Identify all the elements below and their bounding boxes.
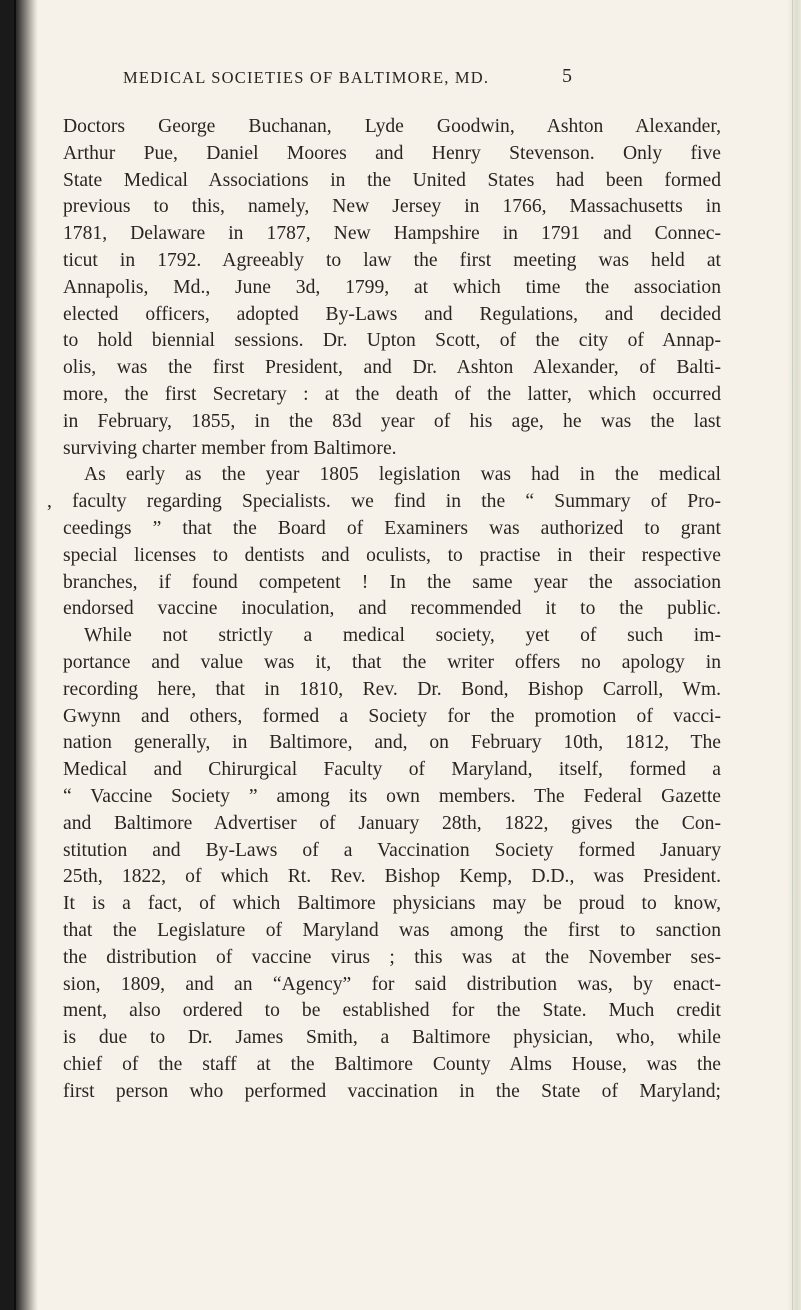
text-line: Doctors George Buchanan, Lyde Goodwin, Ashton Alexander,: [63, 116, 721, 137]
running-head: [0, 65, 801, 92]
text-line: Gwynn and others, formed a Society for the promotion of vacci-: [63, 705, 721, 727]
text-line: “ Vaccine Society ” among its own members. The Federal Gazette: [63, 785, 721, 807]
book-spine-shadow: [0, 0, 38, 1310]
text-line: stitution and By-Laws of a Vaccination Society formed January: [63, 839, 721, 861]
text-line: While not strictly a medical society, yet of such im-: [84, 625, 721, 647]
text-line: ticut in 1792. Agreeably to law the first meeting was held at: [63, 249, 721, 271]
text-line: 1781, Delaware in 1787, New Hampshire in 1791 and Connec-: [63, 223, 721, 245]
text-line: ment, also ordered to be established for the State. Much credit: [63, 1000, 721, 1022]
text-line: recording here, that in 1810, Rev. Dr. Bond, Bishop Carroll, Wm.: [63, 678, 721, 700]
text-line: first person who performed vaccination in the State of Maryland;: [63, 1080, 721, 1102]
text-line: surviving charter member from Baltimore.: [63, 437, 397, 459]
text-line: special licenses to dentists and oculists, to practise in their respective: [63, 544, 721, 566]
text-line: endorsed vaccine inoculation, and recommended it to the public.: [63, 598, 721, 620]
page-edge: [787, 0, 801, 1310]
running-head-title: MEDICAL SOCIETIES OF BALTIMORE, MD.: [123, 68, 490, 87]
text-line: State Medical Associations in the United States had been formed: [63, 169, 721, 191]
text-line: in February, 1855, in the 83d year of his age, he was the last: [63, 410, 721, 432]
body-text: [47, 114, 721, 1105]
text-line: It is a fact, of which Baltimore physicians may be proud to know,: [63, 893, 721, 915]
text-line: to hold biennial sessions. Dr. Upton Scott, of the city of Annap-: [63, 330, 721, 352]
page-number: 5: [562, 65, 572, 87]
text-line: Medical and Chirurgical Faculty of Maryland, itself, formed a: [63, 759, 721, 781]
gutter-line: [14, 0, 16, 1310]
text-line: portance and value was it, that the writer offers no apology in: [63, 651, 721, 673]
text-line: sion, 1809, and an “Agency” for said distribution was, by enact-: [63, 973, 721, 995]
text-line: is due to Dr. James Smith, a Baltimore physician, who, while: [63, 1027, 721, 1049]
text-line: Annapolis, Md., June 3d, 1799, at which time the association: [63, 276, 721, 298]
text-line: and Baltimore Advertiser of January 28th, 1822, gives the Con-: [63, 812, 721, 834]
text-line: , faculty regarding Specialists. we find in the “ Summary of Pro-: [47, 491, 721, 513]
text-line: nation generally, in Baltimore, and, on February 10th, 1812, The: [63, 732, 721, 754]
text-line: olis, was the first President, and Dr. Ashton Alexander, of Balti-: [63, 357, 721, 379]
text-line: branches, if found competent ! In the same year the association: [63, 571, 721, 593]
text-line: the distribution of vaccine virus ; this was at the November ses-: [63, 946, 721, 968]
text-line: elected officers, adopted By-Laws and Regulations, and decided: [63, 303, 721, 325]
text-line: more, the first Secretary : at the death of the latter, which occurred: [63, 383, 721, 405]
text-line: ceedings ” that the Board of Examiners was authorized to grant: [63, 517, 721, 539]
text-line: 25th, 1822, of which Rt. Rev. Bishop Kemp, D.D., was President.: [63, 866, 721, 888]
text-line: previous to this, namely, New Jersey in 1766, Massachusetts in: [63, 196, 721, 218]
text-line: that the Legislature of Maryland was among the first to sanction: [63, 919, 721, 941]
text-line: As early as the year 1805 legislation was had in the medical: [84, 464, 721, 486]
text-line: Arthur Pue, Daniel Moores and Henry Stevenson. Only five: [63, 142, 721, 164]
page-edge-line: [792, 0, 793, 1310]
text-line: chief of the staff at the Baltimore County Alms House, was the: [63, 1053, 721, 1075]
